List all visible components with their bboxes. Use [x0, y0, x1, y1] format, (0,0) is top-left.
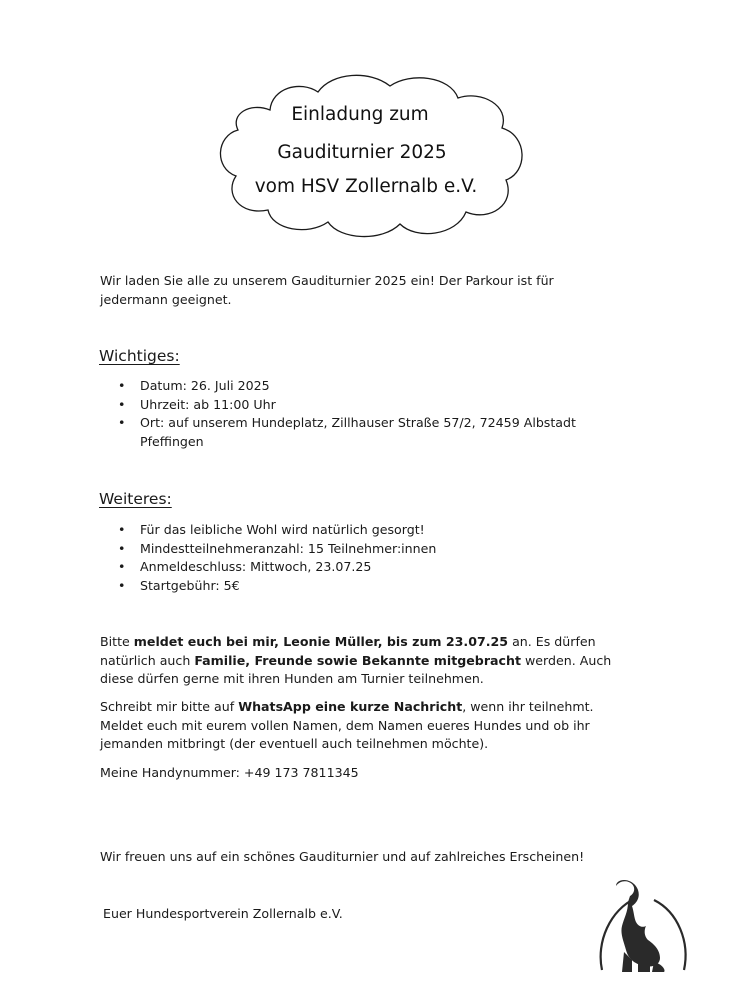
list-item: • Startgebühr: 5€ — [100, 577, 620, 596]
bullet: • — [118, 396, 126, 412]
list-item: • Anmeldeschluss: Mittwoch, 23.07.25 — [100, 558, 620, 577]
list-item-continuation: Pfeffingen — [140, 433, 204, 449]
intro-paragraph — [100, 272, 630, 309]
bullet: • — [118, 378, 126, 393]
dog-silhouette-icon — [588, 872, 698, 982]
closing-line: Wir freuen uns auf ein schönes Gauditurnier und auf zahlreiches Erscheinen! — [100, 849, 585, 864]
list-item: • Uhrzeit: ab 11:00 Uhr — [100, 396, 620, 415]
phone-number: Meine Handynummer: +49 173 7811345 — [100, 765, 359, 780]
guests-emphasis: Familie, Freunde sowie Bekannte mitgebracht — [194, 652, 521, 668]
whatsapp-emphasis: WhatsApp eine kurze Nachricht — [238, 699, 463, 714]
list-item: • Mindestteilnehmeranzahl: 15 Teilnehmer:innen — [100, 540, 620, 559]
bullet: • — [118, 415, 126, 430]
wichtiges-list — [100, 377, 620, 451]
intro-line-1: Wir laden Sie alle zu unserem Gauditurnier 2025 ein! Der Parkour ist für — [100, 273, 554, 288]
registration-emphasis: meldet euch bei mir, Leonie Müller, bis zum 23.07.25 — [133, 634, 509, 649]
registration-paragraph: Bitte meldet euch bei mir, Leonie Müller, bis zum 23.07.25 an. Es dürfen natürlich auch Familie, Freunde sowie Bekannte mitgebracht werden. Auch diese dürfen gerne mit ihren Hunden am Turnier teilnehmen. — [100, 634, 612, 686]
title-line-2: Gauditurnier 2025 — [277, 142, 447, 163]
title-cloud — [210, 70, 530, 240]
bullet: • — [118, 540, 126, 556]
signature: Euer Hundesportverein Zollernalb e.V. — [103, 906, 343, 921]
bullet: • — [118, 577, 126, 593]
weiteres-heading: Weiteres: — [99, 490, 172, 508]
list-item: • Datum: 26. Juli 2025 — [100, 377, 620, 396]
bullet: • — [118, 522, 126, 537]
bullet: • — [118, 559, 126, 574]
list-item: • Für das leibliche Wohl wird natürlich gesorgt! — [100, 521, 620, 540]
title-line-1: Einladung zum — [291, 104, 429, 125]
list-item: • Ort: auf unserem Hundeplatz, Zillhauser Straße 57/2, 72459 Albstadt — [100, 414, 620, 433]
weiteres-list — [100, 521, 620, 595]
title-line-3: vom HSV Zollernalb e.V. — [254, 176, 478, 197]
wichtiges-heading: Wichtiges: — [99, 347, 180, 365]
whatsapp-paragraph: Schreibt mir bitte auf WhatsApp eine kurze Nachricht, wenn ihr teilnehmt. Meldet euch mit eurem vollen Namen, dem Namen eueres Hundes und ob ihr jemanden mitbringt (der eventuell auch teilnehmen möchte). — [100, 699, 594, 751]
intro-line-2: jedermann geeignet. — [100, 291, 232, 307]
